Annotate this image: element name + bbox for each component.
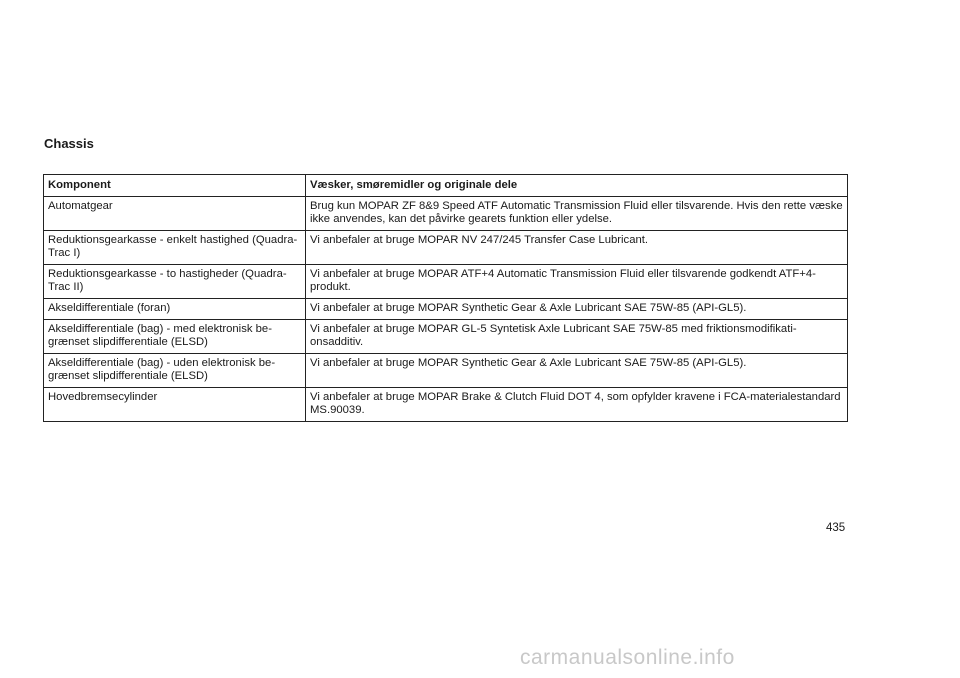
- page-number: 435: [826, 522, 846, 534]
- column-header-vaesker: Væsker, smøremidler og originale dele: [306, 175, 848, 197]
- watermark-link[interactable]: carmanualsonline.info: [520, 646, 735, 669]
- component-cell: Reduktionsgearkasse - enkelt hastighed (Quadra-Trac I): [44, 231, 306, 265]
- fluid-cell: Vi anbefaler at bruge MOPAR NV 247/245 Transfer Case Lubricant.: [306, 231, 848, 265]
- fluid-cell: Vi anbefaler at bruge MOPAR Synthetic Gear & Axle Lubricant SAE 75W-85 (API-GL5).: [306, 299, 848, 320]
- table-row: [44, 320, 848, 354]
- table-row: [44, 265, 848, 299]
- table-row: [44, 388, 848, 422]
- component-cell: Akseldifferentiale (foran): [44, 299, 306, 320]
- component-cell: Akseldifferentiale (bag) - med elektronisk be-grænset slipdifferentiale (ELSD): [44, 320, 306, 354]
- component-cell: Hovedbremsecylinder: [44, 388, 306, 422]
- fluid-cell: Vi anbefaler at bruge MOPAR Synthetic Gear & Axle Lubricant SAE 75W-85 (API-GL5).: [306, 354, 848, 388]
- table-header-row: [44, 175, 848, 197]
- fluid-cell: Vi anbefaler at bruge MOPAR ATF+4 Automatic Transmission Fluid eller tilsvarende godkendt ATF+4-produkt.: [306, 265, 848, 299]
- fluid-cell: Vi anbefaler at bruge MOPAR GL-5 Syntetisk Axle Lubricant SAE 75W-85 med friktionsmodifikati-onsadditiv.: [306, 320, 848, 354]
- column-header-komponent: Komponent: [44, 175, 306, 197]
- table-row: [44, 354, 848, 388]
- table-row: [44, 231, 848, 265]
- component-cell: Reduktionsgearkasse - to hastigheder (Quadra-Trac II): [44, 265, 306, 299]
- fluid-cell: Brug kun MOPAR ZF 8&9 Speed ATF Automatic Transmission Fluid eller tilsvarende. Hvis den rette væske ikke anvendes, kan det påvirke gearets funktion eller ydelse.: [306, 197, 848, 231]
- table-row: [44, 197, 848, 231]
- table-row: [44, 299, 848, 320]
- section-title: Chassis: [44, 136, 94, 151]
- fluids-table: [43, 174, 848, 422]
- fluid-cell: Vi anbefaler at bruge MOPAR Brake & Clutch Fluid DOT 4, som opfylder kravene i FCA-materialestandard MS.90039.: [306, 388, 848, 422]
- component-cell: Akseldifferentiale (bag) - uden elektronisk be-grænset slipdifferentiale (ELSD): [44, 354, 306, 388]
- component-cell: Automatgear: [44, 197, 306, 231]
